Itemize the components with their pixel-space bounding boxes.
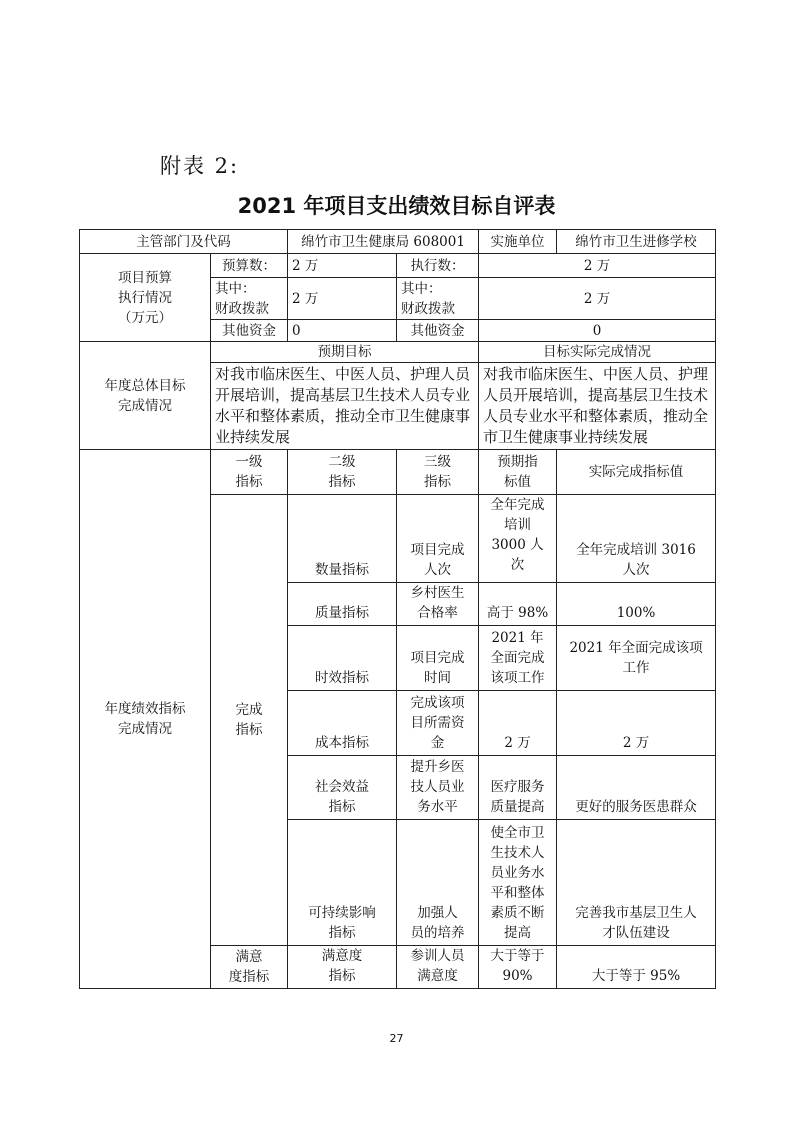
other-label: 其他资金: [211, 320, 288, 342]
indicator-level2: 数量指标: [288, 495, 397, 583]
page-title: 2021 年项目支出绩效目标自评表: [237, 194, 556, 218]
indicator-level3: 完成该项 目所需资 金: [397, 691, 479, 756]
dept-value: 绵竹市卫生健康局 608001: [288, 230, 479, 254]
indicator-actual: 更好的服务医患群众: [557, 756, 716, 820]
indicators-section-label: 年度绩效指标 完成情况: [80, 450, 211, 989]
budget-label: 项目预算 执行情况 （万元）: [80, 254, 211, 342]
indicator-level2: 社会效益 指标: [288, 756, 397, 820]
actual-goal-header: 目标实际完成情况: [479, 342, 716, 363]
indicator-actual: 100%: [557, 583, 716, 626]
satisfaction-level1: 满意 度指标: [211, 946, 288, 989]
annual-goal-label: 年度总体目标 完成情况: [80, 342, 211, 450]
indicator-expected: 2 万: [479, 691, 557, 756]
indicator-actual: 2 万: [557, 691, 716, 756]
expected-goal-header: 预期目标: [211, 342, 479, 363]
other-value-exec: 0: [479, 320, 716, 342]
other-label-exec: 其他资金: [397, 320, 479, 342]
indicator-level2: 成本指标: [288, 691, 397, 756]
exec-label: 执行数：: [397, 254, 479, 278]
satisfaction-actual: 大于等于 95%: [557, 946, 716, 989]
other-value: 0: [288, 320, 397, 342]
appendix-label: 附表 2:: [160, 154, 240, 178]
indicator-level3: 加强人 员的培养: [397, 820, 479, 946]
indicator-level2: 时效指标: [288, 626, 397, 691]
exec-value: 2 万: [479, 254, 716, 278]
satisfaction-expected: 大于等于 90%: [479, 946, 557, 989]
indicator-expected: 2021 年 全面完成 该项工作: [479, 626, 557, 691]
col-level1-header: 一级 指标: [211, 450, 288, 495]
indicator-level3: 乡村医生 合格率: [397, 583, 479, 626]
col-expected-header: 预期指 标值: [479, 450, 557, 495]
indicator-level3: 项目完成 人次: [397, 495, 479, 583]
indicator-level3: 项目完成 时间: [397, 626, 479, 691]
fiscal-value: 2 万: [288, 278, 397, 320]
satisfaction-level2: 满意度 指标: [288, 946, 397, 989]
unit-value: 绵竹市卫生进修学校: [557, 230, 716, 254]
indicator-expected: 高于 98%: [479, 583, 557, 626]
completion-group-label: 完成 指标: [211, 495, 288, 946]
satisfaction-level3: 参训人员 满意度: [397, 946, 479, 989]
fiscal-value-exec: 2 万: [479, 278, 716, 320]
indicator-actual: 2021 年全面完成该项 工作: [557, 626, 716, 691]
indicator-actual: 全年完成培训 3016 人次: [557, 495, 716, 583]
fiscal-label: 其中： 财政拨款: [211, 278, 288, 320]
indicator-expected: 全年完成 培训 3000 人 次: [479, 495, 557, 583]
indicator-expected: 医疗服务 质量提高: [479, 756, 557, 820]
indicator-level3: 提升乡医 技人员业 务水平: [397, 756, 479, 820]
indicator-level2: 可持续影响 指标: [288, 820, 397, 946]
col-actual-header: 实际完成指标值: [557, 450, 716, 495]
fiscal-label-exec: 其中： 财政拨款: [397, 278, 479, 320]
actual-goal-text: 对我市临床医生、中医人员、护理人员开展培训，提高基层卫生技术人员专业水平和整体素质，推动全市卫生健康事业持续发展: [479, 363, 716, 450]
indicator-expected: 使全市卫 生技术人 员业务水 平和整体 素质不断 提高: [479, 820, 557, 946]
page-number: 27: [389, 1032, 404, 1045]
unit-label: 实施单位: [479, 230, 557, 254]
indicator-level2: 质量指标: [288, 583, 397, 626]
plan-label: 预算数：: [211, 254, 288, 278]
indicator-actual: 完善我市基层卫生人 才队伍建设: [557, 820, 716, 946]
expected-goal-text: 对我市临床医生、中医人员、护理人员开展培训，提高基层卫生技术人员专业水平和整体素质，推动全市卫生健康事业持续发展: [211, 363, 479, 450]
dept-label: 主管部门及代码: [80, 230, 288, 254]
col-level2-header: 二级 指标: [288, 450, 397, 495]
plan-value: 2 万: [288, 254, 397, 278]
col-level3-header: 三级 指标: [397, 450, 479, 495]
performance-table: [79, 229, 716, 989]
